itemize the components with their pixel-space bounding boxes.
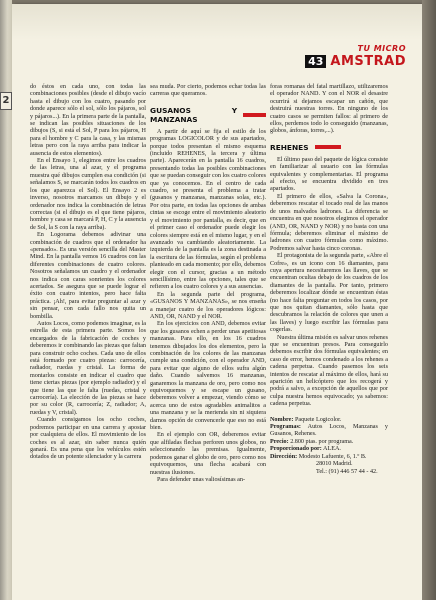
column-2 [150,84,266,484]
spec-value: Autos Locos, Manzanas y Gusanos, Rehenes. [270,424,389,438]
product-specs [270,417,388,476]
page-number: 43 [305,55,326,68]
column-3 [270,84,388,476]
spec-label: Proporcionado por: [270,446,322,453]
spec-label: Programas: [270,424,301,431]
paragraph: En los ejercicios con AND, debemos evitar que los gusanos echen a perder unas apetitosas manzanas. Para ello, en los 16 cuadros tenemos dibujados los dos elementos, pero la combinación de los colores de las manzanas cumple una condición, con el operador AND, para evitar que alguno de ellos sufra algún daño. Cuando salvemos 16 manzanas, ganaremos la manzana de oro, pero como nos equivoquemos y se escape un gusano, deberemos volver a empezar, viendo cómo se acerca uno de estos agradables animalitos a una manzana y se la merienda sin ni siquiera darnos opción de convencerle que eso no está bien. [150,321,266,432]
paragraph: El protagonista de la segunda parte, «Abre el Cofre», es un icono con 16 diamantes, para cuya apertura necesitaremos las llaves, que se encuentran ocultas debajo de los cuadros de los diamantes de la pantalla. Por tanto, primero deberemos localizar dónde se encuentran éstas (no hace falta preguntar en todos los casos, por que nos quitan diamantes, sólo hasta que descubramos la relación de colores que unen a las llaves) y luego escribir las fórmulas para cogerlas. [270,253,388,334]
section-heading-rehenes [270,143,388,152]
top-shade [12,4,422,40]
spec-label: Dirección: [270,453,298,460]
paragraph: En la segunda parte del programa, «GUSANOS Y MANZANAS», se nos enseña a manejar cuatro de los operadores lógicos: AND, OR, NAND y el NOR. [150,291,266,320]
paragraph: Nuestra última misión es salvar unos rehenes que se encuentran presos. Para conseguirlo debemos escribir dos fórmulas equivalentes; en caso de error, hemos condenado a los rehenes a cadena perpetua. Cuando pasemos los seis intentos de rescatar al máximo de ellos, hará su aparición un helicóptero que los recogerá y podrá a salvo, a excepción de aquellos que por culpa nuestra hemos equivocado; ya sabemos: cadena perpetua. [270,334,388,408]
heading-text: REHENES [270,142,309,152]
spec-value: Paquete Logicolor. [294,416,342,423]
spec-value: Modesto Lafuente, 6, 1.º B. [298,453,367,460]
section-label: TU MICRO [357,44,406,53]
heading-red-bar [243,113,266,117]
edge-tab: 2 [0,92,12,110]
section-heading-gusanos [150,106,266,124]
paragraph: En el Ensayo 1, elegimos entre los cuadros de las letras, una al azar, y el programa muestra qué dibujos cumplen esa condición (si señalamos S, se marcarán todos los cuadros en los que aparezca el Sol). El Ensayo 2 es inverso, nosotros marcamos un dibujo y el ordenador nos indica la combinación de letras correctas (si el dibujo es el que tiene pájaros, hombre y casa se marcará P, H, C y la ausencia de Sol, la S con la raya arriba). [30,158,146,231]
spec-value: Tel.: (91) 446 57 44 - 42. [316,468,378,475]
magazine-name: AMSTRAD [330,54,406,69]
spec-label: Nombre: [270,416,294,423]
paragraph: Para defender unas valiosísimas an- [157,476,245,483]
paragraph: foras romanas del fatal martillazo, utilizaremos el operador NAND. Y con el NOR el desastre ocurrirá si dejamos escapar un cañón, que destruirá nuestras torres. En ninguno de los cuatro casos se permiten fallos: al primero de ellos, perdemos todo lo conseguido (manzanas, globos, ánforas, torres,...). [270,84,388,135]
paragraph: sea muda. Por cierto, podemos echar todas las carreras que queramos. [150,84,266,98]
paragraph: En el ejemplo con OR, deberemos evitar que alfiladas flechas perforen unos globos, no seleccionando las premisas. Igualmente, podemos ganar el globo de oro, pero como nos equivoquemos, una flecha acabará con nuestras ilusiones. [150,432,266,476]
paragraph: El último paso del paquete de lógica consiste en familiarizar al usuario con las fórmulas equivalentes y complementarias. El programa al efecto, se encuentra dividido en tres apartados. [270,156,388,193]
spec-value: 2.800 ptas. por programa. [290,438,354,445]
paragraph: En Logorama debemos adivinar una combinación de cuadros que el ordenador ha «pensado». Es una versión sencilla del Master Mind. En la pantalla vemos 16 cuadros con las diferentes combinaciones de cuatro colores. Nosotros señalamos un cuadro y el ordenador nos indica con caras sonrientes los colores acertados. Se asegura que se puede lograr el éxito con cuatro intentos, pero hace falta práctica. ¡Ah!, para evitar preguntar al azar y sin pensar, con cada fallo nos quita un bombilla. [30,232,146,320]
paragraph: Cuando consigamos los ocho coches, podremos participar en una carrera y apostar por cualquiera de ellos. El movimiento de los coches es al azar, sin saber nunca quién ganará. Es una pena que los vehículos estén dotados de un potente silenciador y la carrera [30,417,146,461]
spec-value: 28010 Madrid. [316,461,353,468]
spec-label: Precio: [270,438,289,445]
column-1 [30,84,146,462]
right-edge-shadow [422,0,436,600]
page-header [305,44,406,69]
left-page-edge [0,0,12,600]
spec-value: ALEA. [323,446,341,453]
paragraph: Autos Locos, como podemos imaginar, es la estrella de esta primera parte. Somos los encargados de la fabricación de coches y deberemos ir combinando las piezas que faltan para construir ocho coches. Cada uno de ellos está formado por cuatro piezas: carrocería, radiador, ruedas y cristal. La forma de montarlos consiste en indicar el cuadro que tiene ciertas piezas (por ejemplo radiador) y el que tiene las que le falta (ruedas, cristal y carrocería). La elección de las piezas se hace por su color (R, carrocería; Z, radiador; A, ruedas y V, cristal). [30,321,146,416]
paragraph: El primero de ellos, «Salva la Corona», deberemos rescatar el tocado real de las manos de unos malvados ladrones. La diferencia se encuentra en que nosotros elegimos el operador (AND, OR, NAND y NOR) y no basta con una fórmula; deberemos eliminar el máximo de ladrones con cuatro fórmulas como máximo. Podremos salvar hasta cinco coronas. [270,193,388,252]
heading-red-bar [315,145,341,149]
heading-text: GUSANOS Y MANZANAS [150,105,238,124]
paragraph: A partir de aquí se fija el estilo de los programas LOGICOLOR y de sus apartados, porque todos presentan el mismo esquema (incluido REHENES, la tercera y última parte). Aparecerán en la pantalla 16 cuadros, presentando todas las posibles combinaciones que se puedan conseguir con los cuatro colores que ya conocemos. En el centro de cada cuadro, se presenta el problema a tratar (gusanos y manzanas, manzanas solas, etc.). Por otra parte, en todas las opciones de ambas cintas se escoge entre el movimiento aleatorio y el movimiento por pantalla, es decir, que en el primer caso el ordenador puede elegir los colores siempre está en el mismo lugar, y en el avanzado va cambiando aleatoriamente. La izquierda de la pantalla es la zona destinada a la escritura de las fórmulas, según el problema planteado en cada momento; por ello, debemos elegir con el cursor, gracias a un método sencillísimo, entre las opciones, tales que se refieren a los cuatro colores y a sus ausencias. [150,128,266,291]
magazine-page [12,4,422,600]
paragraph: do éstos en cada uno, con todas las combinaciones posibles (desde el dibujo vacío hasta el dibujo con los cuatro, pasando por donde aparece sólo el sol, sólo los pájaros, sol y pájaros...). En la primera parte de la pantalla, se indican las posibles situaciones de los dibujos (S, si está el Sol, P para los pájaros, H para el hombre y C para la casa, y las mismas letras pero con la raya arriba para indicar la ausencia de estos elementos). [30,84,146,157]
